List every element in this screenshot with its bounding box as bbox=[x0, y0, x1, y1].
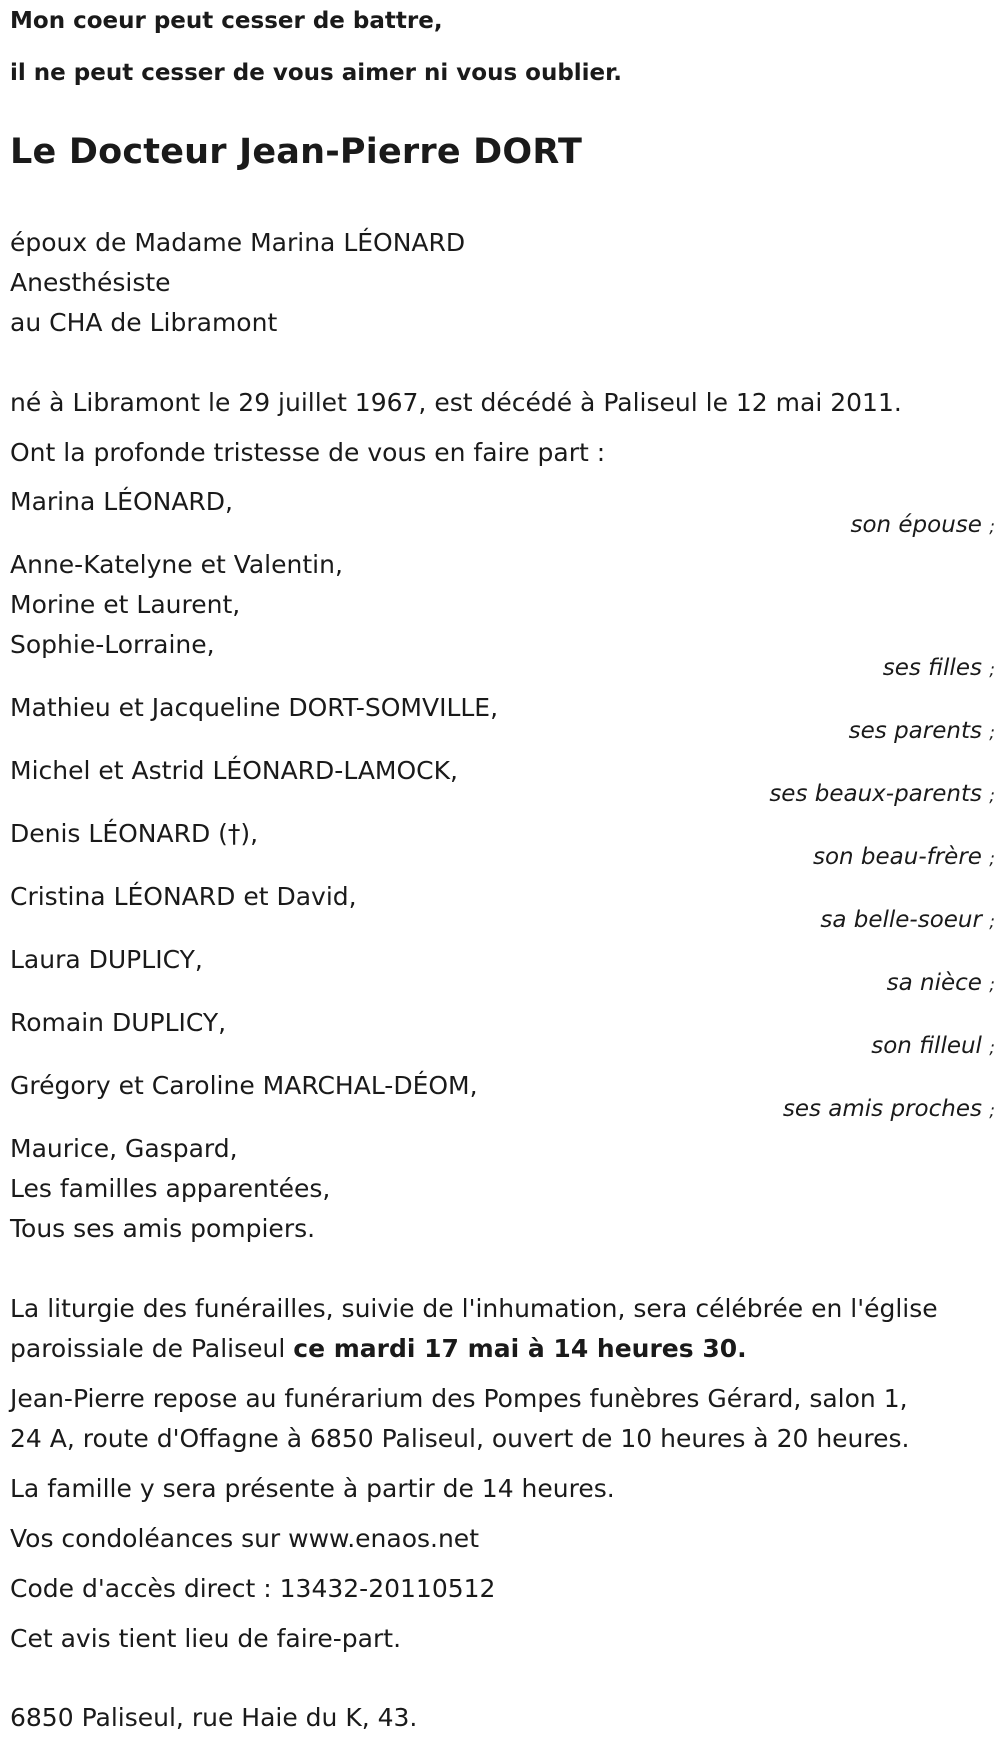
family-role: sa belle-soeur ; bbox=[820, 907, 995, 933]
epigraph-line-2: il ne peut cesser de vous aimer ni vous oublier. bbox=[10, 60, 622, 86]
page-title: Le Docteur Jean-Pierre DORT bbox=[10, 132, 583, 172]
funerarium-line: Jean-Pierre repose au funérarium des Pompes funèbres Gérard, salon 1, bbox=[10, 1384, 908, 1413]
family-name-line: Morine et Laurent, bbox=[10, 590, 241, 619]
family-name-line: Anne-Katelyne et Valentin, bbox=[10, 550, 343, 579]
funeral-line: La liturgie des funérailles, suivie de l'inhumation, sera célébrée en l'église bbox=[10, 1294, 938, 1323]
family-name-line: Cristina LÉONARD et David, bbox=[10, 882, 357, 911]
epigraph-line-1: Mon coeur peut cesser de battre, bbox=[10, 8, 443, 34]
family-name-line: Sophie-Lorraine, bbox=[10, 630, 215, 659]
others-line: Les familles apparentées, bbox=[10, 1174, 331, 1203]
profession-line: Anesthésiste bbox=[10, 268, 171, 297]
family-role: ses beaux-parents ; bbox=[769, 781, 995, 807]
funeral-line: paroissiale de Paliseul ce mardi 17 mai à 14 heures 30. bbox=[10, 1334, 747, 1363]
funeral-date: ce mardi 17 mai à 14 heures 30. bbox=[293, 1334, 747, 1363]
family-name-line: Michel et Astrid LÉONARD-LAMOCK, bbox=[10, 756, 458, 785]
family-name-line: Mathieu et Jacqueline DORT-SOMVILLE, bbox=[10, 693, 499, 722]
access-code-line: Code d'accès direct : 13432-20110512 bbox=[10, 1574, 496, 1603]
family-name-line: Grégory et Caroline MARCHAL-DÉOM, bbox=[10, 1071, 478, 1100]
family-role: ses filles ; bbox=[882, 655, 995, 681]
others-line: Maurice, Gaspard, bbox=[10, 1134, 238, 1163]
family-role: ses parents ; bbox=[848, 718, 995, 744]
family-role: ses amis proches ; bbox=[782, 1096, 995, 1122]
spouse-line: époux de Madame Marina LÉONARD bbox=[10, 228, 466, 257]
family-name-line: Laura DUPLICY, bbox=[10, 945, 203, 974]
birth-death-line: né à Libramont le 29 juillet 1967, est décédé à Paliseul le 12 mai 2011. bbox=[10, 388, 902, 417]
condolences-line: Vos condoléances sur www.enaos.net bbox=[10, 1524, 479, 1553]
family-role: son filleul ; bbox=[871, 1033, 995, 1059]
family-name-line: Romain DUPLICY, bbox=[10, 1008, 227, 1037]
family-name-line: Denis LÉONARD (†), bbox=[10, 819, 259, 848]
funerarium-line: 24 A, route d'Offagne à 6850 Paliseul, ouvert de 10 heures à 20 heures. bbox=[10, 1424, 910, 1453]
announcement-line: Ont la profonde tristesse de vous en faire part : bbox=[10, 438, 606, 467]
others-line: Tous ses amis pompiers. bbox=[10, 1214, 316, 1243]
family-name-line: Marina LÉONARD, bbox=[10, 487, 233, 516]
address-line: 6850 Paliseul, rue Haie du K, 43. bbox=[10, 1703, 418, 1732]
family-role: son beau-frère ; bbox=[812, 844, 995, 870]
family-role: son épouse ; bbox=[850, 512, 995, 538]
family-present-line: La famille y sera présente à partir de 14 heures. bbox=[10, 1474, 615, 1503]
workplace-line: au CHA de Libramont bbox=[10, 308, 278, 337]
family-role: sa nièce ; bbox=[886, 970, 995, 996]
notice-line: Cet avis tient lieu de faire-part. bbox=[10, 1624, 402, 1653]
